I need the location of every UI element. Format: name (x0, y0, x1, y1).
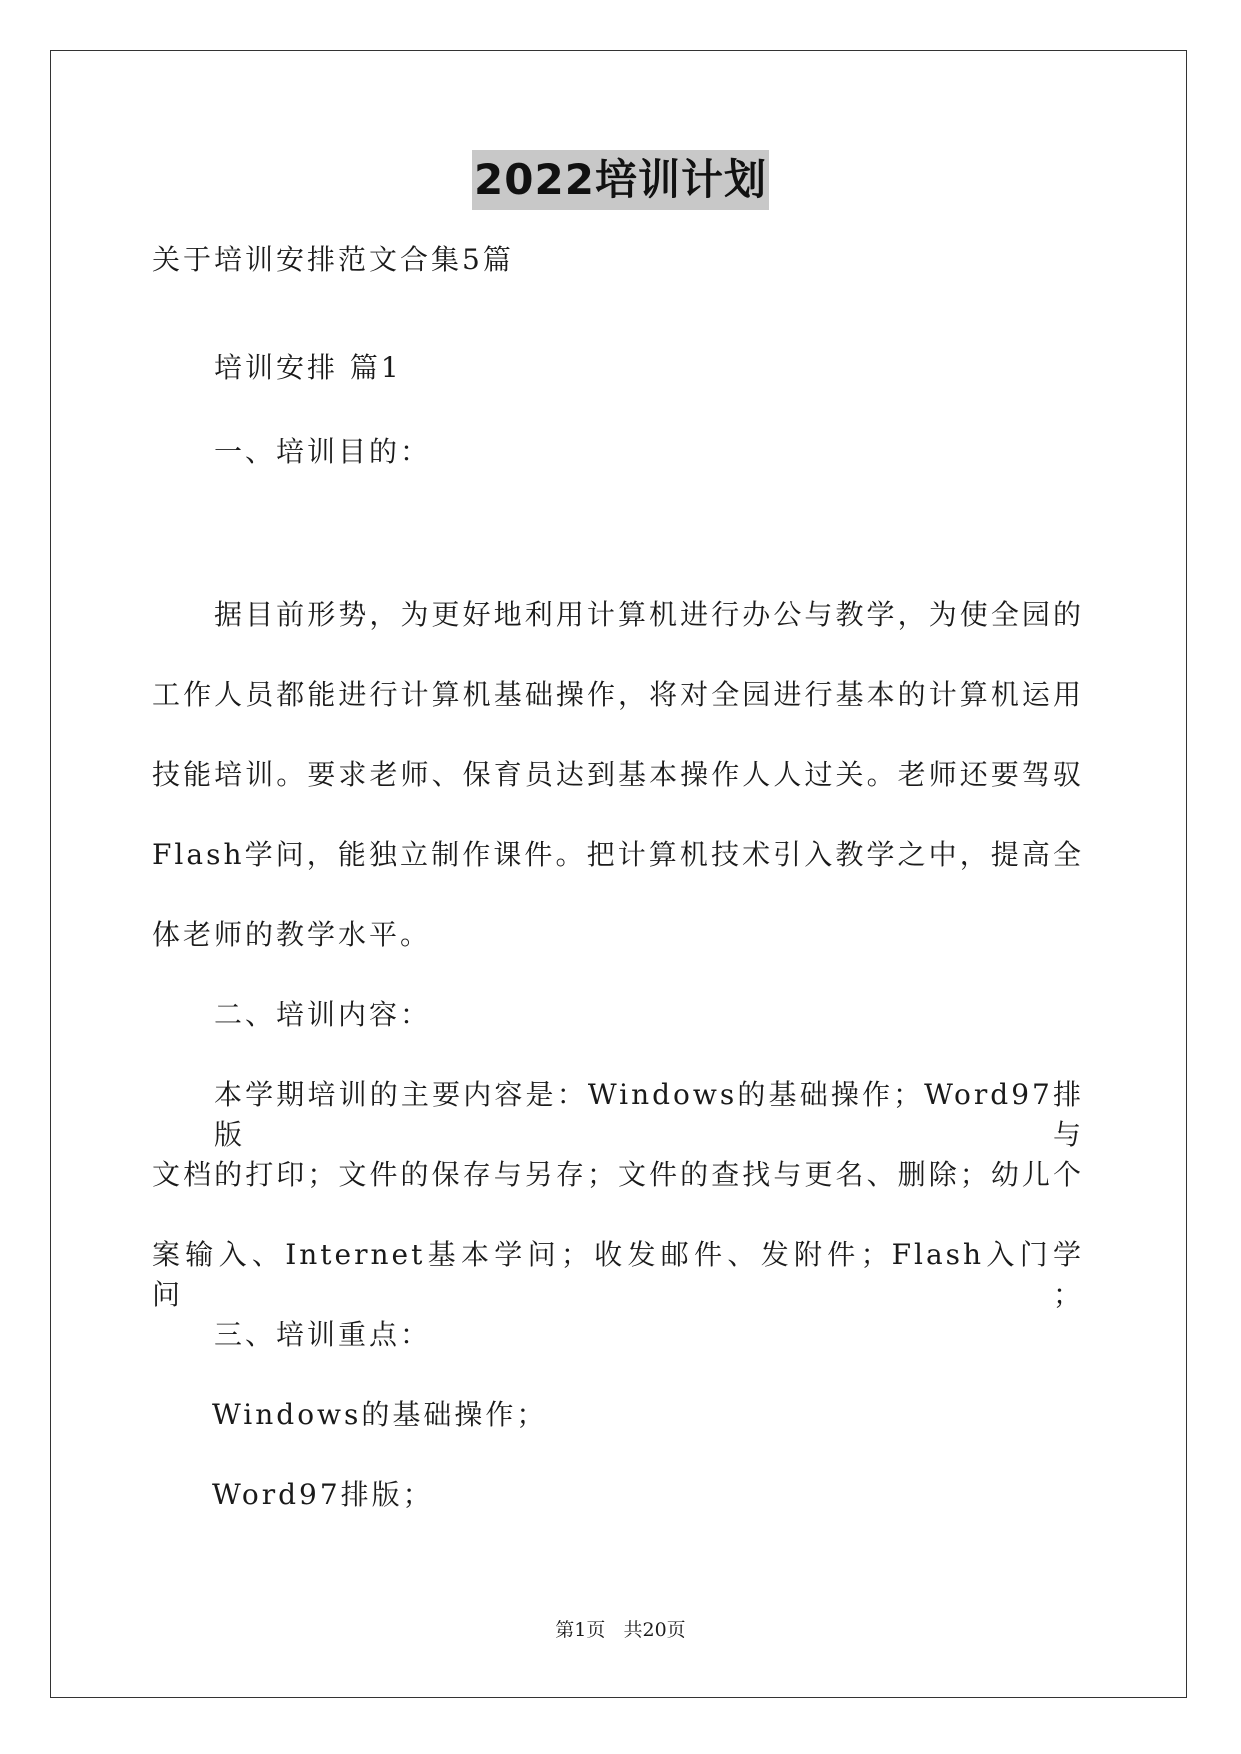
purpose-line: 工作人员都能进行计算机基础操作，将对全园进行基本的计算机运用 (152, 678, 1084, 711)
content-line: 本学期培训的主要内容是：Windows的基础操作；Word97排版与 (214, 1078, 1084, 1151)
purpose-line: Flash学问，能独立制作课件。把计算机技术引入教学之中，提高全 (152, 838, 1084, 871)
heading-content: 二、培训内容： (214, 998, 432, 1031)
purpose-line: 技能培训。要求老师、保育员达到基本操作人人过关。老师还要驾驭 (152, 758, 1084, 791)
title-container (0, 150, 1241, 210)
section-heading: 培训安排 篇1 (214, 351, 402, 384)
purpose-line: 据目前形势，为更好地利用计算机进行办公与教学，为使全园的 (214, 598, 1084, 631)
document-title: 2022培训计划 (472, 150, 769, 210)
content-line: 案输入、Internet基本学问；收发邮件、发附件；Flash入门学问； (152, 1238, 1084, 1311)
document-subtitle: 关于培训安排范文合集5篇 (152, 243, 514, 276)
focus-item: Windows的基础操作； (212, 1398, 548, 1431)
heading-purpose: 一、培训目的： (214, 435, 432, 468)
focus-item: Word97排版； (212, 1478, 434, 1511)
heading-focus: 三、培训重点： (214, 1318, 432, 1351)
purpose-line: 体老师的教学水平。 (152, 918, 432, 951)
page-number-footer: 第1页 共20页 (555, 1619, 686, 1641)
content-line: 文档的打印；文件的保存与另存；文件的查找与更名、删除；幼儿个 (152, 1158, 1084, 1191)
